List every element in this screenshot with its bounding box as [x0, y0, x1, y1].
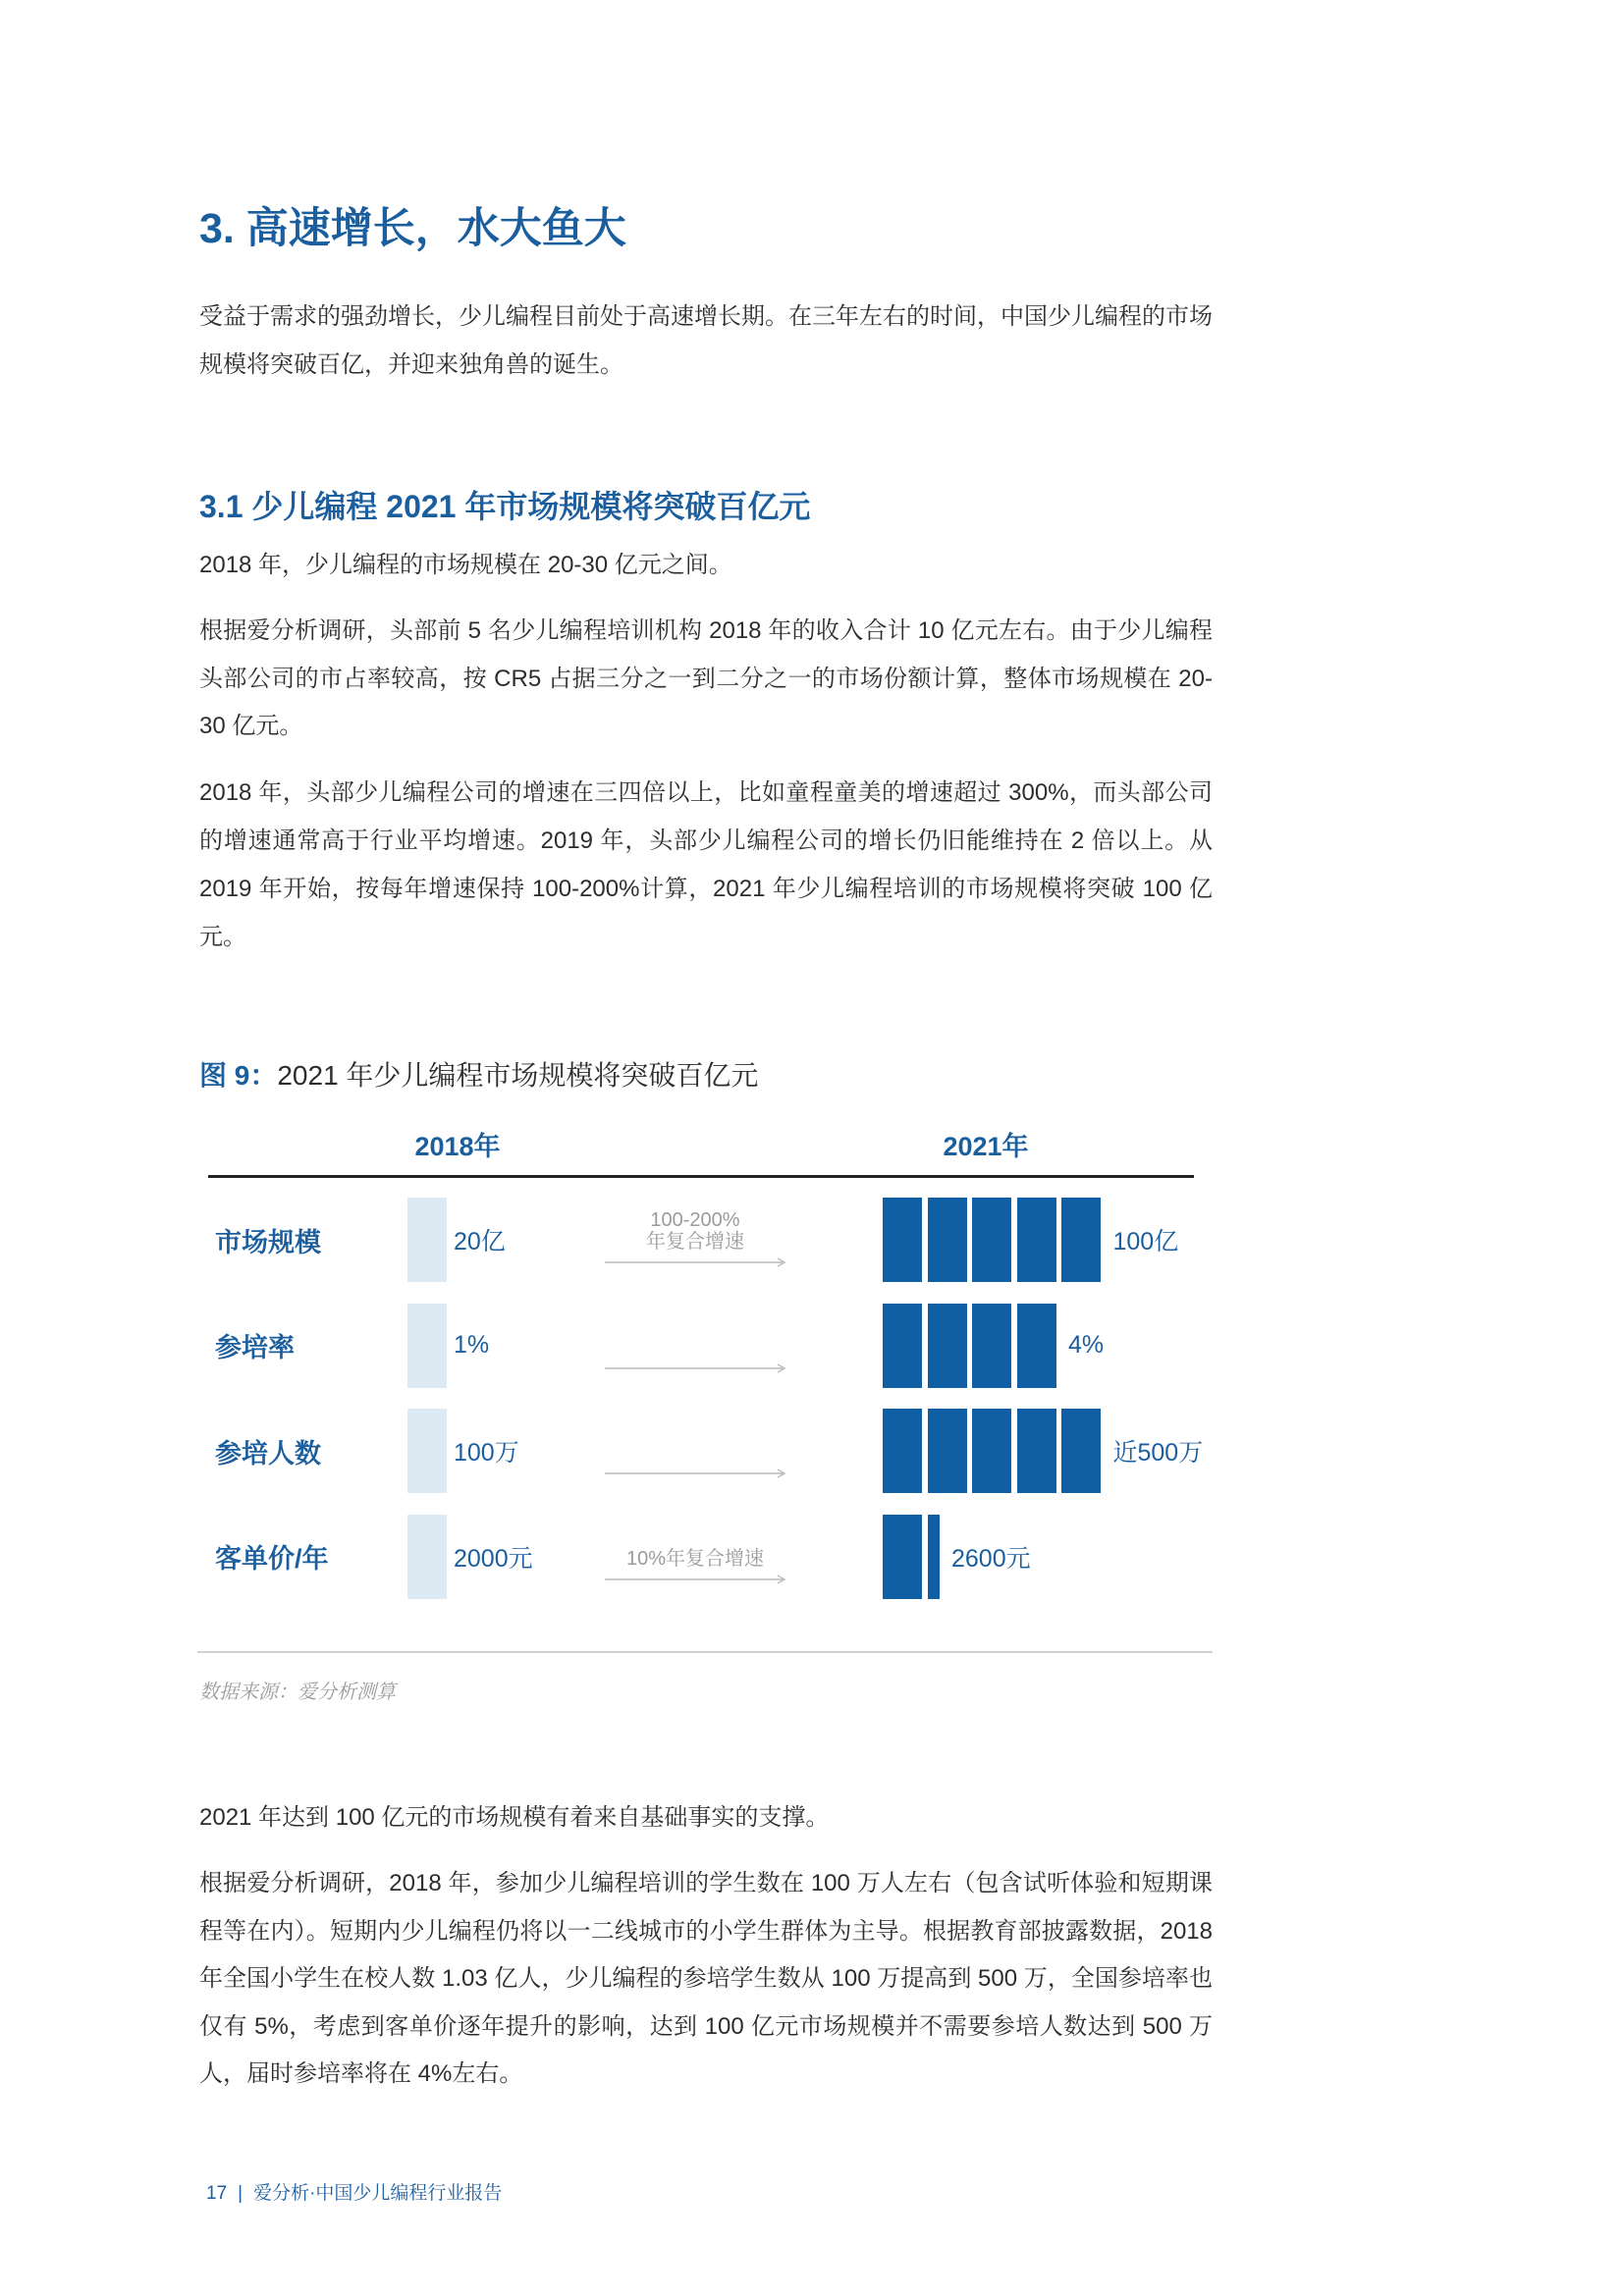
- bar-2021-block: [883, 1409, 922, 1493]
- column-header-2018: 2018年: [414, 1132, 501, 1161]
- subsection-paragraph: 根据爱分析调研，头部前 5 名少儿编程培训机构 2018 年的收入合计 10 亿元左右。由于少儿编程头部公司的市占率较高，按 CR5 占据三分之一到二分之一的市场份额计算，整体市场规模在 20-30 亿元。: [199, 617, 1213, 739]
- row-label: 市场规模: [215, 1227, 321, 1257]
- figure-caption-text: 2021 年少儿编程市场规模将突破百亿元: [277, 1060, 759, 1091]
- value-2021: 近500万: [1112, 1439, 1204, 1467]
- bar-2018: [407, 1409, 447, 1493]
- growth-text-line: 年复合增速: [646, 1231, 744, 1253]
- subsection-paragraph: 2018 年，头部少儿编程公司的增速在三四倍以上，比如童程童美的增速超过 300%，而头部公司的增速通常高于行业平均增速。2019 年，头部少儿编程公司的增长仍旧能维持在 2 倍以上。从 2019 年开始，按每年增速保持 100-200%计算，2021 年少儿编程培训的市场规模将突破 100 亿元。: [199, 779, 1213, 950]
- growth-text: [605, 1409, 785, 1464]
- row-label: 参培率: [215, 1333, 295, 1362]
- figure-bottom-rule: [197, 1651, 1213, 1653]
- growth-text: [605, 1198, 785, 1253]
- bar-2021-block: [1017, 1409, 1056, 1493]
- growth-text-line: 100-200%: [650, 1209, 740, 1231]
- subsection-lead-paragraph: 2018 年，少儿编程的市场规模在 20-30 亿元之间。: [199, 552, 732, 578]
- bars-2021: [883, 1515, 1031, 1599]
- growth-arrow-group: [605, 1515, 785, 1599]
- bar-2021-block: [1061, 1198, 1101, 1282]
- subsection-heading: 3.1 少儿编程 2021 年市场规模将突破百亿元: [199, 489, 811, 524]
- body-paragraph: 根据爱分析调研，2018 年，参加少儿编程培训的学生数在 100 万人左右（包含试听体验和短期课程等在内）。短期内少儿编程仍将以一二线城市的小学生群体为主导。根据教育部披露数据，2018 年全国小学生在校人数 1.03 亿人，少儿编程的参培学生数从 100 万提高到 500 万，全国参培率也仅有 5%，考虑到客单价逐年提升的影响，达到 100 亿元市场规模并不需要参培人数达到 500 万人，届时参培率将在 4%左右。: [199, 1870, 1213, 2087]
- bar-2021-block: [928, 1409, 967, 1493]
- value-2018: 2000元: [454, 1544, 533, 1573]
- bar-2021-block: [883, 1198, 922, 1282]
- value-2021: 2600元: [951, 1544, 1031, 1573]
- growth-text: [605, 1515, 785, 1570]
- bar-2021-block: [883, 1515, 922, 1599]
- growth-arrow-group: [605, 1409, 785, 1493]
- growth-text-line: 10%年复合增速: [625, 1547, 765, 1570]
- bar-2021-block: [883, 1304, 922, 1388]
- bar-2021-block: [1017, 1198, 1056, 1282]
- right-arrow-icon: [605, 1468, 785, 1479]
- bar-2021-block: [972, 1409, 1011, 1493]
- bar-2018: [407, 1198, 447, 1282]
- figure-row: [0, 1409, 1623, 1493]
- body-lead-paragraph: 2021 年达到 100 亿元的市场规模有着来自基础事实的支撑。: [199, 1804, 830, 1831]
- value-2021: 100亿: [1112, 1228, 1179, 1255]
- figure-rows: [0, 1198, 1623, 1599]
- bar-2021-block: [928, 1304, 967, 1388]
- section-intro-paragraph: 受益于需求的强劲增长，少儿编程目前处于高速增长期。在三年左右的时间，中国少儿编程的市场规模将突破百亿，并迎来独角兽的诞生。: [199, 303, 1213, 378]
- footer-title: 爱分析·中国少儿编程行业报告: [253, 2183, 503, 2204]
- value-2021: 4%: [1068, 1331, 1105, 1359]
- column-header-2021: 2021年: [943, 1132, 1029, 1161]
- bar-2021-block: [1061, 1409, 1101, 1493]
- figure-header-rule: [208, 1175, 1194, 1178]
- figure-row: [0, 1515, 1623, 1599]
- value-2018: 1%: [454, 1331, 490, 1359]
- bar-2018: [407, 1515, 447, 1599]
- figure-row: [0, 1304, 1623, 1388]
- bar-2021-block: [928, 1515, 940, 1599]
- growth-arrow-group: [605, 1198, 785, 1282]
- row-label: 客单价/年: [215, 1544, 329, 1574]
- value-2018: 20亿: [454, 1228, 506, 1255]
- bars-2021: [883, 1198, 1178, 1282]
- right-arrow-icon: [605, 1362, 785, 1374]
- bars-2021: [883, 1304, 1104, 1388]
- bars-2021: [883, 1409, 1203, 1493]
- figure-caption: [199, 1057, 758, 1095]
- page-number: 17: [206, 2183, 228, 2204]
- bar-2021-block: [972, 1304, 1011, 1388]
- bar-2021-block: [972, 1198, 1011, 1282]
- row-label: 参培人数: [215, 1438, 321, 1468]
- bar-2021-block: [1017, 1304, 1056, 1388]
- footer-separator: |: [238, 2183, 243, 2204]
- growth-arrow-group: [605, 1304, 785, 1388]
- figure-row: [0, 1198, 1623, 1282]
- bar-2018: [407, 1304, 447, 1388]
- figure-caption-label: 图 9：: [199, 1060, 278, 1091]
- right-arrow-icon: [605, 1574, 785, 1585]
- value-2018: 100万: [454, 1439, 519, 1467]
- section-heading: 3. 高速增长，水大鱼大: [199, 205, 626, 252]
- growth-text: [605, 1304, 785, 1359]
- bar-2021-block: [928, 1198, 967, 1282]
- right-arrow-icon: [605, 1256, 785, 1268]
- figure-source: 数据来源：爱分析测算: [199, 1682, 396, 1703]
- page-footer: [206, 2181, 502, 2207]
